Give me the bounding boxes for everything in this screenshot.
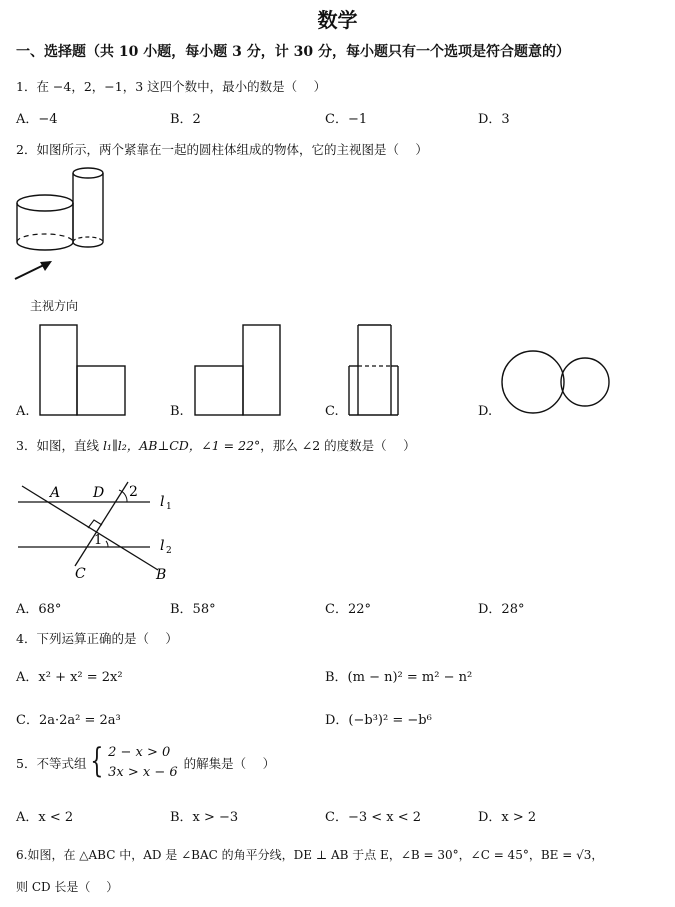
question-6-stem-line-2: 则 CD 长是（ ） (16, 880, 119, 894)
q3-option-b: B．58° (170, 602, 216, 617)
section-heading: 一、选择题（共 10 小题，每小题 3 分，计 30 分，每小题只有一个选项是符合题意的） (16, 44, 570, 60)
q5-inequality-1: 2 − x > 0 (108, 745, 171, 760)
q3-stem-math: l₁∥l₂，AB⊥CD，∠1 = 22° (102, 438, 261, 453)
q3-label-2: 2 (129, 484, 138, 500)
q5-inequality-system (108, 743, 178, 783)
view-direction-label: 主视方向 (30, 299, 79, 313)
q2-cylinders-figure (0, 160, 130, 290)
question-5-stem (16, 743, 275, 783)
q3-label-a: A (50, 485, 61, 501)
q5-option-b: B．x > −3 (170, 810, 239, 825)
q5-option-d: D．x > 2 (478, 810, 537, 825)
q5-brace: { (90, 741, 104, 781)
q3-stem-suffix: ，那么 ∠2 的度数是（ ） (260, 438, 416, 453)
q1-option-a: A．−4 (16, 112, 58, 127)
q3-stem-prefix: 3．如图，直线 (16, 438, 103, 453)
q3-label-1: 1 (94, 533, 103, 548)
question-2-stem: 2．如图所示，两个紧靠在一起的圆柱体组成的物体，它的主视图是（ ） (16, 142, 428, 157)
question-3-stem (16, 436, 416, 454)
question-6-stem-line-1: 6.如图，在 △ABC 中，AD 是 ∠BAC 的角平分线，DE ⊥ AB 于点 E，∠B = 30°，∠C = 45°，BE = √3， (16, 848, 604, 862)
q4-option-a: A．x² + x² = 2x² (16, 670, 123, 685)
q5-stem-suffix: 的解集是（ ） (183, 756, 276, 771)
q3-option-c: C．22° (325, 602, 371, 617)
q5-option-a: A．x < 2 (16, 810, 74, 825)
q3-label-l1: l (160, 494, 165, 510)
q3-option-d: D．28° (478, 602, 525, 617)
q2-option-a: A. (16, 404, 30, 419)
q4-option-d: D．(−b³)² = −b⁶ (325, 713, 432, 728)
q3-label-b: B (156, 567, 167, 583)
q2-option-d: D. (478, 404, 493, 419)
q3-parallel-lines-figure (0, 478, 200, 588)
q3-option-a: A．68° (16, 602, 62, 617)
q3-label-l2-sub: 2 (166, 546, 172, 556)
page-title: 数学 (317, 8, 358, 32)
q5-inequality-2: 3x > x − 6 (108, 765, 178, 780)
q4-option-c: C．2a·2a² = 2a³ (16, 713, 121, 728)
q1-option-c: C．−1 (325, 112, 368, 127)
q2-option-c: C. (325, 404, 339, 419)
q2-option-b: B. (170, 404, 184, 419)
q5-option-c: C．−3 < x < 2 (325, 810, 422, 825)
question-1-stem: 1．在 −4，2，−1，3 这四个数中，最小的数是（ ） (16, 79, 327, 94)
q1-option-b: B．2 (170, 112, 201, 127)
q3-label-d: D (93, 485, 105, 501)
question-4-stem: 4．下列运算正确的是（ ） (16, 631, 178, 646)
q3-label-l2: l (160, 538, 165, 554)
q5-stem-prefix: 5．不等式组 (16, 756, 87, 771)
q3-label-c: C (75, 566, 86, 582)
q1-option-d: D．3 (478, 112, 510, 127)
q4-option-b: B．(m − n)² = m² − n² (325, 670, 473, 685)
q3-label-l1-sub: 1 (166, 502, 172, 512)
